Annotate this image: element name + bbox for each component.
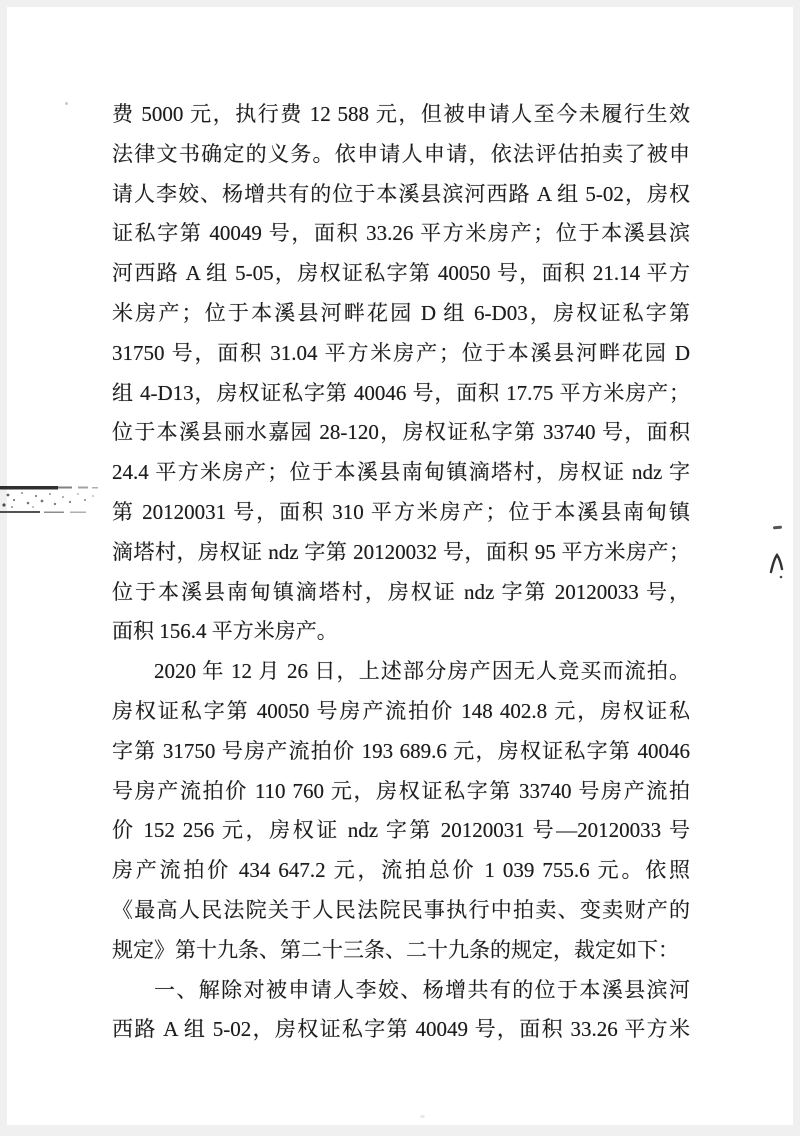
text-line-15: 2020 年 12 月 26 日，上述部分房产因无人竞买而流拍。 bbox=[154, 659, 690, 684]
text-line-11: 第 20120031 号，面积 310 平方米房产；位于本溪县南甸镇 bbox=[112, 499, 690, 524]
scan-speck bbox=[65, 102, 68, 105]
scan-smudge-artifact bbox=[0, 478, 100, 520]
text-line-6: 米房产；位于本溪县河畔花园 D 组 6-D03，房权证私字第 bbox=[112, 300, 690, 325]
text-line-5: 河西路 A 组 5-05，房权证私字第 40050 号，面积 21.14 平方 bbox=[112, 261, 690, 286]
text-line-3: 请人李姣、杨增共有的位于本溪县滨河西路 A 组 5-02，房权 bbox=[112, 181, 690, 206]
text-line-4: 证私字第 40049 号，面积 33.26 平方米房产；位于本溪县滨 bbox=[112, 221, 690, 246]
text-line-1: 费 5000 元，执行费 12 588 元，但被申请人至今未履行生效 bbox=[112, 102, 690, 126]
text-line-19: 价 152 256 元，房权证 ndz 字第 20120031 号—20120033 号 bbox=[112, 818, 690, 843]
text-line-2: 法律文书确定的义务。依申请人申请，依法评估拍卖了被申 bbox=[112, 141, 690, 166]
text-line-13: 位于本溪县南甸镇滴塔村，房权证 ndz 字第 20120033 号， bbox=[112, 579, 690, 604]
scan-speck bbox=[420, 1115, 425, 1118]
text-line-7: 31750 号，面积 31.04 平方米房产；位于本溪县河畔花园 D bbox=[112, 340, 690, 365]
text-line-22: 规定》第十九条、第二十三条、二十九条的规定，裁定如下： bbox=[112, 937, 679, 962]
text-line-9: 位于本溪县丽水嘉园 28-120，房权证私字第 33740 号，面积 bbox=[112, 420, 690, 445]
text-line-17: 字第 31750 号房产流拍价 193 689.6 元，房权证私字第 40046 bbox=[112, 738, 690, 763]
text-line-12: 滴塔村，房权证 ndz 字第 20120032 号，面积 95 平方米房产； bbox=[112, 539, 690, 564]
document-body bbox=[112, 95, 690, 1050]
dash-pen-mark bbox=[773, 526, 782, 530]
text-line-10: 24.4 平方米房产；位于本溪县南甸镇滴塔村，房权证 ndz 字 bbox=[112, 460, 690, 485]
text-line-20: 房产流拍价 434 647.2 元，流拍总价 1 039 755.6 元。依照 bbox=[112, 858, 690, 883]
text-line-24: 西路 A 组 5-02，房权证私字第 40049 号，面积 33.26 平方米 bbox=[112, 1017, 690, 1042]
text-line-16: 房权证私字第 40050 号房产流拍价 148 402.8 元，房权证私 bbox=[112, 698, 690, 723]
text-line-23: 一、解除对被申请人李姣、杨增共有的位于本溪县滨河 bbox=[154, 977, 690, 1002]
text-line-8: 组 4-D13，房权证私字第 40046 号，面积 17.75 平方米房产； bbox=[112, 380, 690, 405]
text-line-14: 面积 156.4 平方米房产。 bbox=[112, 619, 338, 644]
text-line-21: 《最高人民法院关于人民法院民事执行中拍卖、变卖财产的 bbox=[112, 897, 690, 922]
caret-pen-mark bbox=[768, 551, 788, 581]
text-line-18: 号房产流拍价 110 760 元，房权证私字第 33740 号房产流拍 bbox=[112, 778, 690, 803]
document-page bbox=[7, 7, 793, 1125]
